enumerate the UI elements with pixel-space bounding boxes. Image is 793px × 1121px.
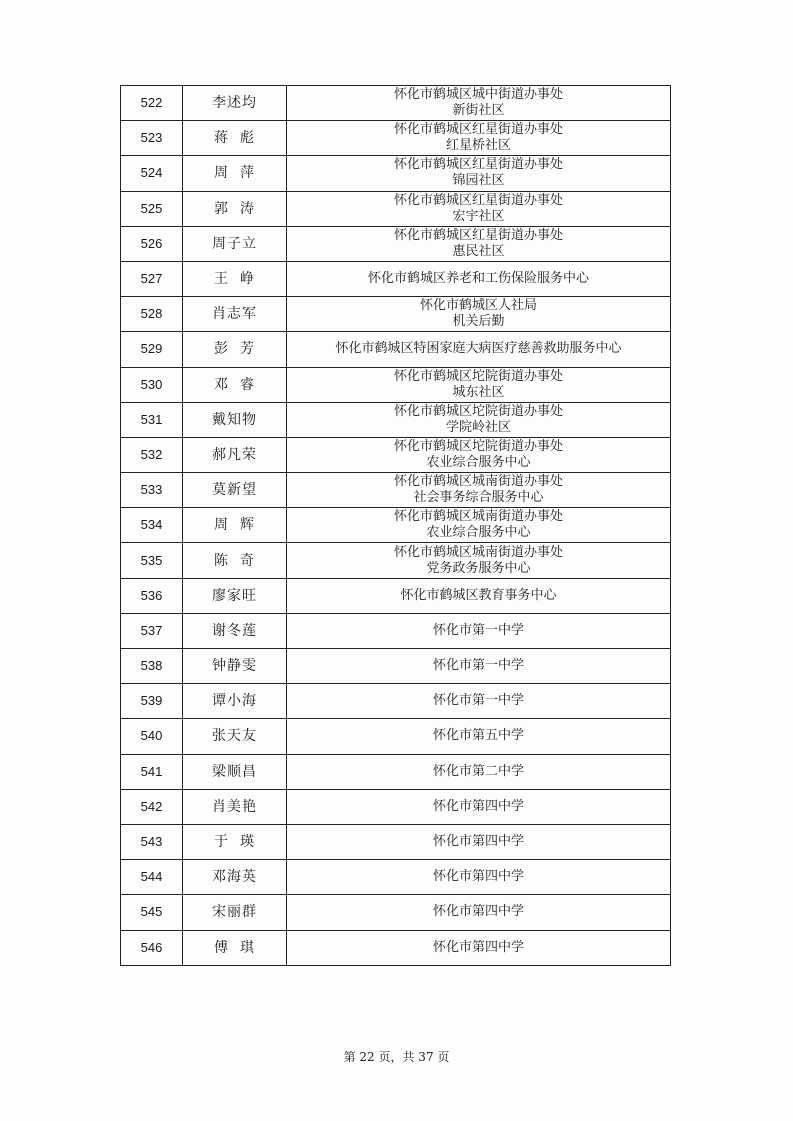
work-unit-line: 学院岭社区 — [445, 419, 511, 435]
work-unit-line: 农业综合服务中心 — [426, 454, 531, 470]
work-unit — [287, 402, 671, 437]
work-unit-line: 锦园社区 — [452, 173, 505, 189]
work-unit — [287, 191, 671, 226]
work-unit — [287, 508, 671, 543]
work-unit-line: 怀化市第一中学 — [432, 693, 524, 709]
table-row — [121, 719, 671, 754]
table-row — [121, 824, 671, 859]
work-unit-line: 怀化市鹤城区坨院街道办事处 — [393, 368, 563, 384]
table-row — [121, 508, 671, 543]
work-unit — [287, 437, 671, 472]
work-unit-line: 怀化市第一中学 — [432, 622, 524, 638]
work-unit — [287, 895, 671, 930]
work-unit-line: 怀化市鹤城区城南街道办事处 — [393, 544, 563, 560]
person-name: 郭 涛 — [183, 191, 287, 226]
table-row — [121, 473, 671, 508]
person-name: 周子立 — [183, 226, 287, 261]
work-unit-line: 怀化市鹤城区城南街道办事处 — [393, 474, 563, 490]
person-name: 肖美艳 — [183, 789, 287, 824]
person-name: 邓海英 — [183, 860, 287, 895]
table-row — [121, 860, 671, 895]
roster-table — [120, 85, 671, 966]
person-name: 蒋 彪 — [183, 121, 287, 156]
work-unit — [287, 156, 671, 191]
table-row — [121, 156, 671, 191]
roster-table-body — [121, 86, 671, 966]
person-name: 莫新望 — [183, 473, 287, 508]
table-row — [121, 684, 671, 719]
table-row — [121, 437, 671, 472]
row-number: 523 — [121, 121, 183, 156]
work-unit — [287, 860, 671, 895]
row-number: 534 — [121, 508, 183, 543]
work-unit — [287, 473, 671, 508]
work-unit-line: 怀化市鹤城区人社局 — [419, 298, 537, 314]
table-row — [121, 332, 671, 367]
work-unit-line: 社会事务综合服务中心 — [413, 490, 544, 506]
person-name: 肖志军 — [183, 297, 287, 332]
table-row — [121, 402, 671, 437]
table-row — [121, 86, 671, 121]
person-name: 李述均 — [183, 86, 287, 121]
work-unit — [287, 754, 671, 789]
work-unit — [287, 613, 671, 648]
row-number: 522 — [121, 86, 183, 121]
work-unit-line: 惠民社区 — [452, 243, 505, 259]
row-number: 530 — [121, 367, 183, 402]
work-unit — [287, 719, 671, 754]
work-unit-line: 红星桥社区 — [445, 138, 511, 154]
work-unit — [287, 297, 671, 332]
person-name: 谭小海 — [183, 684, 287, 719]
work-unit-line: 新街社区 — [452, 103, 505, 119]
person-name: 陈 奇 — [183, 543, 287, 578]
table-row — [121, 367, 671, 402]
table-row — [121, 754, 671, 789]
person-name: 钟静雯 — [183, 649, 287, 684]
person-name: 王 峥 — [183, 261, 287, 296]
row-number: 545 — [121, 895, 183, 930]
row-number: 544 — [121, 860, 183, 895]
person-name: 戴知物 — [183, 402, 287, 437]
row-number: 539 — [121, 684, 183, 719]
person-name: 张天友 — [183, 719, 287, 754]
row-number: 532 — [121, 437, 183, 472]
work-unit-line: 怀化市鹤城区红星街道办事处 — [393, 227, 563, 243]
person-name: 廖家旺 — [183, 578, 287, 613]
row-number: 525 — [121, 191, 183, 226]
row-number: 542 — [121, 789, 183, 824]
table-row — [121, 543, 671, 578]
work-unit — [287, 930, 671, 965]
work-unit-line: 机关后勤 — [452, 314, 505, 330]
work-unit — [287, 261, 671, 296]
work-unit-line: 怀化市鹤城区红星街道办事处 — [393, 192, 563, 208]
work-unit — [287, 789, 671, 824]
row-number: 526 — [121, 226, 183, 261]
work-unit-line: 怀化市第四中学 — [432, 798, 524, 814]
work-unit-line: 怀化市鹤城区红星街道办事处 — [393, 157, 563, 173]
work-unit-line: 怀化市第四中学 — [432, 904, 524, 920]
table-row — [121, 613, 671, 648]
work-unit-line: 城东社区 — [452, 384, 505, 400]
table-row — [121, 191, 671, 226]
work-unit-line: 党务政务服务中心 — [426, 560, 531, 576]
table-row — [121, 261, 671, 296]
row-number: 540 — [121, 719, 183, 754]
table-row — [121, 930, 671, 965]
work-unit-line: 怀化市第四中学 — [432, 869, 524, 885]
work-unit-line: 怀化市鹤城区坨院街道办事处 — [393, 403, 563, 419]
work-unit-line: 农业综合服务中心 — [426, 525, 531, 541]
table-row — [121, 297, 671, 332]
work-unit — [287, 332, 671, 367]
table-row — [121, 895, 671, 930]
work-unit-line: 怀化市第五中学 — [432, 728, 524, 744]
row-number: 528 — [121, 297, 183, 332]
person-name: 宋丽群 — [183, 895, 287, 930]
row-number: 538 — [121, 649, 183, 684]
work-unit-line: 怀化市鹤城区教育事务中心 — [400, 587, 557, 603]
person-name: 梁顺昌 — [183, 754, 287, 789]
person-name: 郝凡荣 — [183, 437, 287, 472]
row-number: 543 — [121, 824, 183, 859]
table-row — [121, 649, 671, 684]
row-number: 524 — [121, 156, 183, 191]
row-number: 535 — [121, 543, 183, 578]
work-unit — [287, 86, 671, 121]
person-name: 周 辉 — [183, 508, 287, 543]
table-row — [121, 789, 671, 824]
work-unit-line: 怀化市鹤城区红星街道办事处 — [393, 122, 563, 138]
row-number: 529 — [121, 332, 183, 367]
row-number: 537 — [121, 613, 183, 648]
table-row — [121, 226, 671, 261]
person-name: 傅 琪 — [183, 930, 287, 965]
work-unit-line: 怀化市鹤城区特困家庭大病医疗慈善救助服务中心 — [335, 341, 622, 357]
person-name: 彭 芳 — [183, 332, 287, 367]
work-unit-line: 怀化市第四中学 — [432, 939, 524, 955]
work-unit — [287, 578, 671, 613]
work-unit — [287, 684, 671, 719]
work-unit-line: 宏宇社区 — [452, 208, 505, 224]
row-number: 536 — [121, 578, 183, 613]
work-unit — [287, 367, 671, 402]
table-row — [121, 578, 671, 613]
work-unit-line: 怀化市第一中学 — [432, 658, 524, 674]
work-unit — [287, 226, 671, 261]
person-name: 周 萍 — [183, 156, 287, 191]
work-unit-line: 怀化市第二中学 — [432, 763, 524, 779]
person-name: 于 瑛 — [183, 824, 287, 859]
work-unit — [287, 824, 671, 859]
row-number: 546 — [121, 930, 183, 965]
person-name: 谢冬莲 — [183, 613, 287, 648]
row-number: 531 — [121, 402, 183, 437]
work-unit-line: 怀化市鹤城区养老和工伤保险服务中心 — [367, 271, 589, 287]
row-number: 527 — [121, 261, 183, 296]
work-unit — [287, 121, 671, 156]
work-unit — [287, 649, 671, 684]
work-unit — [287, 543, 671, 578]
work-unit-line: 怀化市鹤城区城中街道办事处 — [393, 87, 563, 103]
person-name: 邓 睿 — [183, 367, 287, 402]
row-number: 533 — [121, 473, 183, 508]
work-unit-line: 怀化市第四中学 — [432, 834, 524, 850]
work-unit-line: 怀化市鹤城区坨院街道办事处 — [393, 438, 563, 454]
page-footer: 第 22 页，共 37 页 — [343, 1050, 450, 1064]
work-unit-line: 怀化市鹤城区城南街道办事处 — [393, 509, 563, 525]
row-number: 541 — [121, 754, 183, 789]
table-row — [121, 121, 671, 156]
